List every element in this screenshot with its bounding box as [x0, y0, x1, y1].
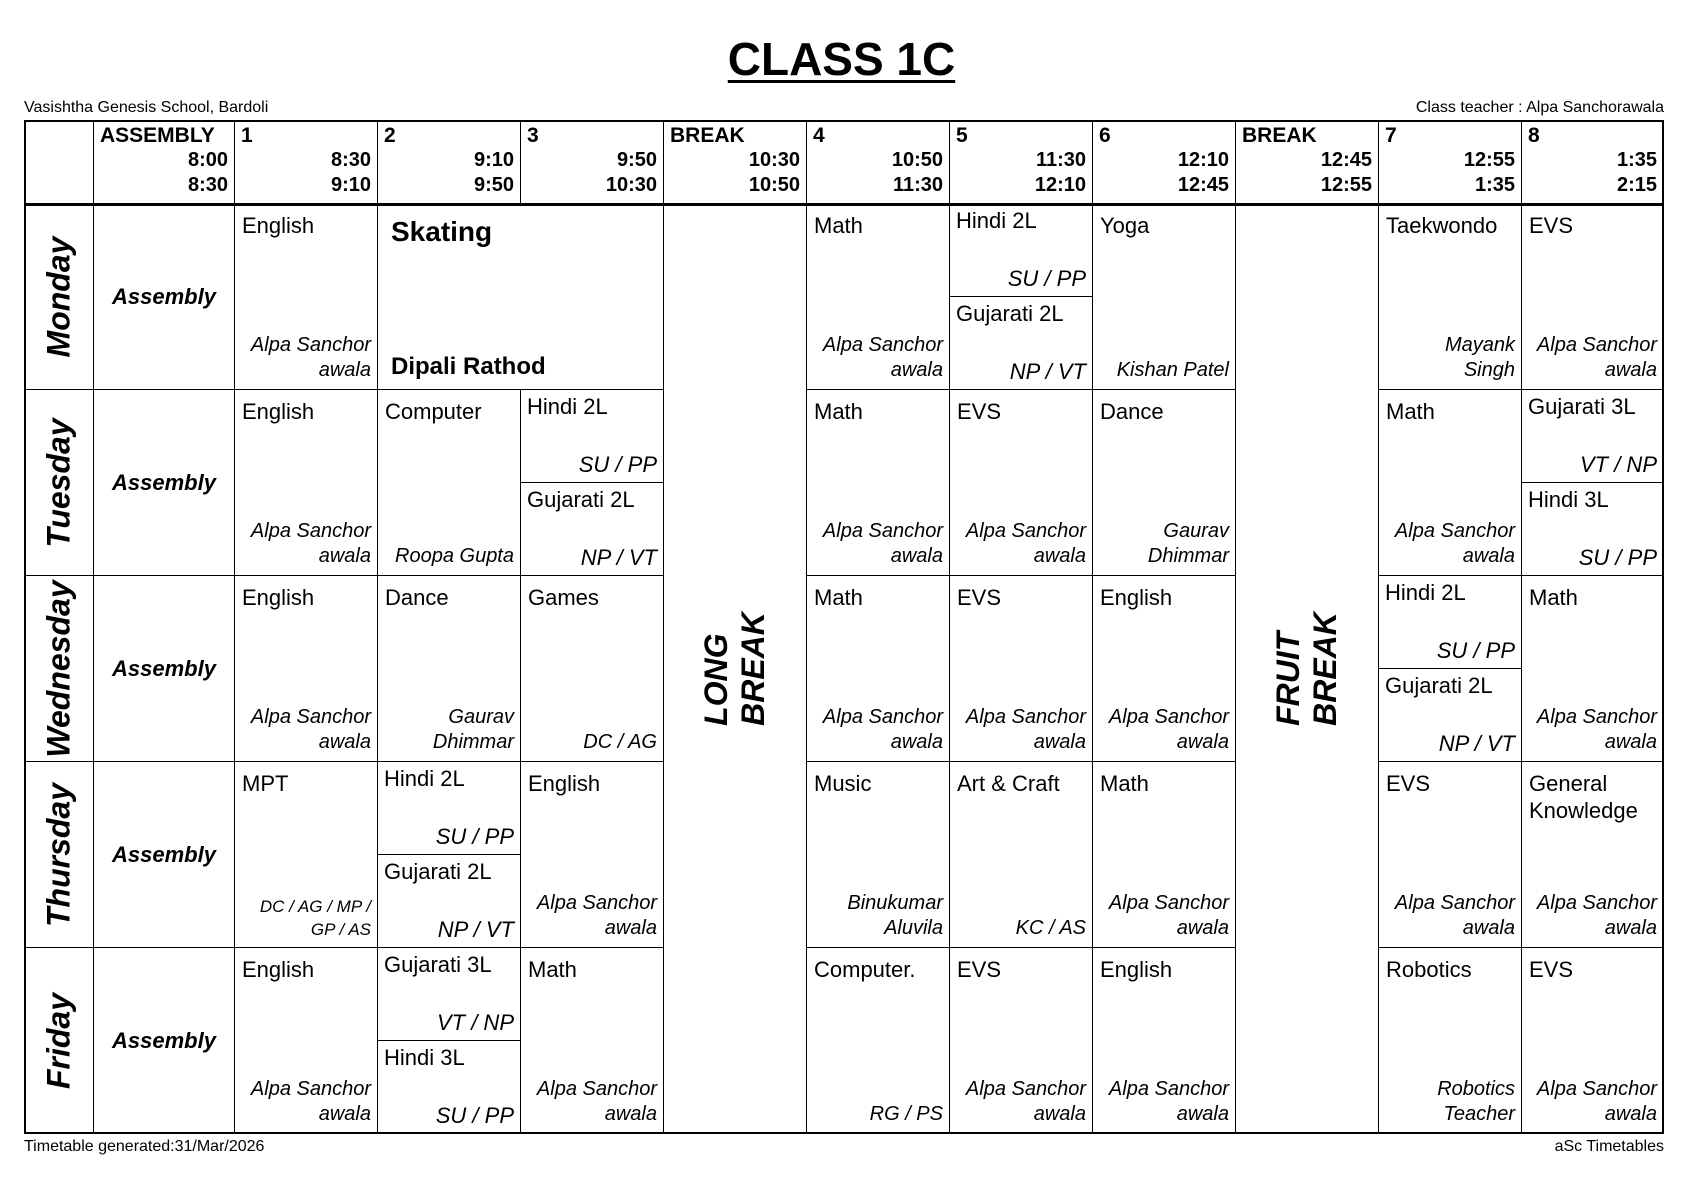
subject-label: Art & Craft	[957, 771, 1060, 796]
period-name: 5	[956, 124, 968, 147]
teacher-label: Alpa Sanchor awala	[822, 334, 943, 381]
lesson-cell	[378, 762, 521, 948]
subject-label: English	[242, 957, 315, 982]
page-title: CLASS 1C	[727, 33, 956, 85]
lesson-cell	[1379, 762, 1522, 948]
subject-label: Dance	[385, 585, 449, 610]
teacher-label: SU / PP	[435, 1103, 514, 1128]
period-end: 11:30	[892, 174, 943, 196]
subject-label: Games	[528, 585, 599, 610]
assembly-label: Assembly	[112, 469, 216, 495]
lesson-cell	[950, 390, 1093, 576]
lesson-cell	[950, 762, 1093, 948]
subject-label: Hindi 2L	[1385, 580, 1466, 605]
subject-label: Taekwondo	[1386, 213, 1498, 238]
period-start: 10:30	[748, 149, 800, 171]
period-end: 8:30	[187, 174, 228, 196]
lesson-cell	[950, 576, 1093, 762]
lesson-cell	[1379, 576, 1522, 762]
day-label: Friday	[40, 992, 76, 1089]
teacher-label: Alpa Sanchor awala	[536, 1078, 657, 1125]
teacher-label: SU / PP	[1436, 637, 1515, 663]
period-header	[1236, 120, 1379, 204]
teacher-label: Mayank Singh	[1444, 334, 1515, 381]
teacher-label: Roopa Gupta	[395, 545, 514, 567]
lesson-cell	[1093, 390, 1236, 576]
period-name: BREAK	[670, 124, 745, 147]
subject-label: English	[242, 399, 315, 424]
subject-label: Music	[814, 771, 872, 796]
period-start: 9:50	[616, 149, 657, 171]
split-lesson-bottom	[1379, 669, 1521, 762]
lesson-cell	[807, 576, 950, 762]
assembly-cell	[94, 948, 235, 1134]
assembly-cell	[94, 576, 235, 762]
teacher-label: Alpa Sanchor awala	[250, 520, 371, 567]
subject-label: EVS	[957, 399, 1002, 424]
lesson-cell	[1522, 204, 1664, 390]
lesson-cell	[950, 948, 1093, 1134]
lesson-cell	[235, 948, 378, 1134]
subject-label: Skating	[391, 216, 493, 247]
subject-label: English	[242, 585, 315, 610]
assembly-label: Assembly	[112, 283, 216, 309]
period-end: 12:55	[1320, 174, 1372, 196]
period-time	[1178, 148, 1229, 198]
lesson-cell	[521, 576, 664, 762]
corner-cell	[24, 120, 94, 204]
lesson-cell	[378, 948, 521, 1134]
subject-label: Robotics	[1386, 957, 1472, 982]
lesson-cell	[378, 576, 521, 762]
teacher-label: Gaurav Dhimmar	[1147, 520, 1229, 567]
period-header	[521, 120, 664, 204]
split-lesson-bottom	[378, 1041, 520, 1134]
teacher-label: Alpa Sanchor awala	[250, 1078, 371, 1125]
teacher-label: Alpa Sanchor awala	[965, 706, 1086, 753]
subject-label: Math	[814, 585, 863, 610]
split-lesson-top	[378, 762, 520, 855]
period-name: 7	[1385, 124, 1397, 147]
period-header	[1522, 120, 1664, 204]
period-header	[807, 120, 950, 204]
period-start: 12:10	[1177, 149, 1229, 171]
day-label: Tuesday	[40, 417, 76, 548]
teacher-label: Alpa Sanchor awala	[822, 706, 943, 753]
teacher-label: Alpa Sanchor awala	[822, 520, 943, 567]
split-lesson-bottom	[1522, 483, 1663, 576]
footer-generated: Timetable generated:31/Mar/2026	[24, 1138, 265, 1155]
subject-label: MPT	[242, 771, 289, 796]
lesson-cell	[235, 204, 378, 390]
period-start: 9:10	[473, 149, 514, 171]
split-lesson-bottom	[378, 855, 520, 948]
teacher-label: Gaurav Dhimmar	[432, 706, 514, 753]
period-time	[1321, 148, 1372, 198]
split-lesson-top	[1379, 576, 1521, 669]
period-name: 3	[527, 124, 539, 147]
subject-label: Math	[1100, 771, 1149, 796]
period-end: 2:15	[1616, 174, 1657, 196]
period-name: 4	[813, 124, 825, 147]
teacher-label: VT / NP	[436, 1009, 514, 1035]
teacher-label: SU / PP	[1007, 265, 1086, 291]
lesson-cell	[807, 948, 950, 1134]
teacher-label: NP / VT	[1009, 359, 1086, 384]
period-header	[1093, 120, 1236, 204]
teacher-label: Alpa Sanchor awala	[965, 1078, 1086, 1125]
subject-label: Math	[528, 957, 577, 982]
fruit-break-label: FRUIT BREAK	[1270, 611, 1343, 726]
lesson-cell	[521, 762, 664, 948]
period-time	[331, 148, 371, 198]
period-time	[892, 148, 943, 198]
subject-label: Hindi 2L	[527, 394, 608, 419]
period-header	[664, 120, 807, 204]
footer-brand: aSc Timetables	[1554, 1138, 1664, 1155]
assembly-label: Assembly	[112, 841, 216, 867]
teacher-label: NP / VT	[437, 917, 514, 942]
subject-label: Computer	[385, 399, 482, 424]
day-cell	[24, 390, 94, 576]
subject-label: Gujarati 3L	[384, 952, 492, 977]
teacher-label: SU / PP	[578, 451, 657, 477]
assembly-cell	[94, 390, 235, 576]
period-header	[94, 120, 235, 204]
period-start: 12:55	[1463, 149, 1515, 171]
lesson-cell	[950, 204, 1093, 390]
lesson-cell	[1522, 576, 1664, 762]
period-name: 1	[241, 124, 253, 147]
timetable-grid	[24, 120, 1664, 1134]
long-break-label: LONG BREAK	[698, 611, 771, 726]
teacher-label: Alpa Sanchor awala	[1394, 892, 1515, 939]
period-name: 6	[1099, 124, 1111, 147]
subject-label: EVS	[957, 957, 1002, 982]
day-cell	[24, 204, 94, 390]
subject-label: General Knowledge	[1529, 771, 1638, 823]
period-start: 12:45	[1320, 149, 1372, 171]
subject-label: Hindi 2L	[384, 766, 465, 791]
subject-label: EVS	[1386, 771, 1431, 796]
teacher-label: Alpa Sanchor awala	[965, 520, 1086, 567]
assembly-label: Assembly	[112, 655, 216, 681]
lesson-cell	[1379, 204, 1522, 390]
subject-label: Math	[1386, 399, 1435, 424]
teacher-label: Alpa Sanchor awala	[250, 334, 371, 381]
teacher-label: Alpa Sanchor awala	[250, 706, 371, 753]
teacher-label: Dipali Rathod	[391, 353, 546, 380]
teacher-label: Alpa Sanchor awala	[1108, 892, 1229, 939]
subject-label: Gujarati 2L	[527, 486, 635, 512]
period-time	[606, 148, 657, 198]
teacher-label: KC / AS	[1015, 917, 1086, 939]
period-time	[1617, 148, 1657, 198]
teacher-label: SU / PP	[435, 823, 514, 849]
subject-label: English	[528, 771, 601, 796]
split-lesson-bottom	[521, 483, 663, 576]
subject-label: English	[1100, 585, 1173, 610]
subject-label: Computer.	[814, 957, 916, 982]
period-end: 9:10	[330, 174, 371, 196]
period-name: ASSEMBLY	[100, 124, 215, 147]
teacher-label: Alpa Sanchor awala	[1394, 520, 1515, 567]
lesson-cell	[235, 390, 378, 576]
lesson-cell	[235, 762, 378, 948]
teacher-label: Binukumar Aluvila	[847, 892, 943, 939]
header-separator	[24, 204, 1664, 206]
period-end: 10:30	[605, 174, 657, 196]
subject-label: Gujarati 2L	[384, 858, 492, 884]
day-label: Monday	[40, 236, 76, 357]
teacher-label: NP / VT	[580, 545, 657, 570]
period-end: 10:50	[748, 174, 800, 196]
split-lesson-top	[950, 204, 1092, 297]
day-label: Wednesday	[40, 579, 76, 758]
lesson-cell	[521, 390, 664, 576]
lesson-cell	[1522, 762, 1664, 948]
teacher-label: SU / PP	[1578, 545, 1657, 570]
period-end: 1:35	[1474, 174, 1515, 196]
period-end: 12:45	[1177, 174, 1229, 196]
subject-label: Hindi 3L	[1528, 486, 1609, 512]
period-header	[378, 120, 521, 204]
teacher-label: Kishan Patel	[1116, 359, 1229, 381]
teacher-label: Alpa Sanchor awala	[1536, 892, 1657, 939]
split-lesson-top	[378, 948, 520, 1041]
teacher-label: Alpa Sanchor awala	[1108, 1078, 1229, 1125]
subject-label: Hindi 3L	[384, 1044, 465, 1070]
subject-label: EVS	[1529, 957, 1574, 982]
period-end: 12:10	[1034, 174, 1086, 196]
assembly-cell	[94, 204, 235, 390]
lesson-cell	[807, 204, 950, 390]
period-time	[1464, 148, 1515, 198]
period-name: BREAK	[1242, 124, 1317, 147]
period-time	[749, 148, 800, 198]
period-header	[235, 120, 378, 204]
period-header	[950, 120, 1093, 204]
period-start: 1:35	[1616, 149, 1657, 171]
lesson-cell	[1093, 204, 1236, 390]
subject-label: Math	[1529, 585, 1578, 610]
day-cell	[24, 576, 94, 762]
subject-label: Yoga	[1100, 213, 1150, 238]
split-lesson-top	[521, 390, 663, 483]
lesson-cell	[1093, 948, 1236, 1134]
lesson-cell	[1093, 576, 1236, 762]
period-start: 8:00	[187, 149, 228, 171]
assembly-label: Assembly	[112, 1027, 216, 1053]
subject-label: Gujarati 2L	[1385, 672, 1493, 698]
teacher-label: DC / AG	[583, 731, 657, 753]
day-label: Thursday	[40, 782, 76, 927]
subject-label: Gujarati 2L	[956, 300, 1064, 326]
subject-label: Dance	[1100, 399, 1164, 424]
lesson-cell	[1522, 948, 1664, 1134]
period-end: 9:50	[473, 174, 514, 196]
school-name: Vasishtha Genesis School, Bardoli	[24, 99, 269, 116]
lesson-cell	[1093, 762, 1236, 948]
lesson-cell	[807, 762, 950, 948]
teacher-label: Alpa Sanchor awala	[1536, 1078, 1657, 1125]
subject-label: Gujarati 3L	[1528, 394, 1636, 419]
lesson-cell	[378, 204, 664, 390]
teacher-label: NP / VT	[1438, 731, 1515, 756]
subject-label: Math	[814, 213, 863, 238]
split-lesson-bottom	[950, 297, 1092, 390]
long-break-cell	[664, 204, 807, 1134]
teacher-label: VT / NP	[1579, 451, 1657, 477]
assembly-cell	[94, 762, 235, 948]
period-name: 2	[384, 124, 396, 147]
day-cell	[24, 948, 94, 1134]
teacher-label: DC / AG / MP / GP / AS	[259, 897, 371, 939]
period-name: 8	[1528, 124, 1540, 147]
day-cell	[24, 762, 94, 948]
lesson-cell	[1379, 390, 1522, 576]
subject-label: EVS	[957, 585, 1002, 610]
lesson-cell	[521, 948, 664, 1134]
class-teacher: Class teacher : Alpa Sanchorawala	[1415, 99, 1664, 116]
subject-label: English	[242, 213, 315, 238]
period-start: 8:30	[330, 149, 371, 171]
teacher-label: Alpa Sanchor awala	[1536, 706, 1657, 753]
period-start: 10:50	[891, 149, 943, 171]
lesson-cell	[1522, 390, 1664, 576]
split-lesson-top	[1522, 390, 1663, 483]
teacher-label: Alpa Sanchor awala	[536, 892, 657, 939]
period-header	[1379, 120, 1522, 204]
lesson-cell	[235, 576, 378, 762]
period-time	[188, 148, 228, 198]
lesson-cell	[1379, 948, 1522, 1134]
teacher-label: Alpa Sanchor awala	[1108, 706, 1229, 753]
lesson-cell	[378, 390, 521, 576]
fruit-break-cell	[1236, 204, 1379, 1134]
subject-label: Math	[814, 399, 863, 424]
period-start: 11:30	[1035, 149, 1086, 171]
subject-label: Hindi 2L	[956, 208, 1037, 233]
period-time	[474, 148, 514, 198]
teacher-label: RG / PS	[869, 1103, 943, 1125]
subject-label: English	[1100, 957, 1173, 982]
teacher-label: Robotics Teacher	[1437, 1078, 1515, 1125]
teacher-label: Alpa Sanchor awala	[1536, 334, 1657, 381]
period-time	[1035, 148, 1086, 198]
lesson-cell	[807, 390, 950, 576]
subject-label: EVS	[1529, 213, 1574, 238]
